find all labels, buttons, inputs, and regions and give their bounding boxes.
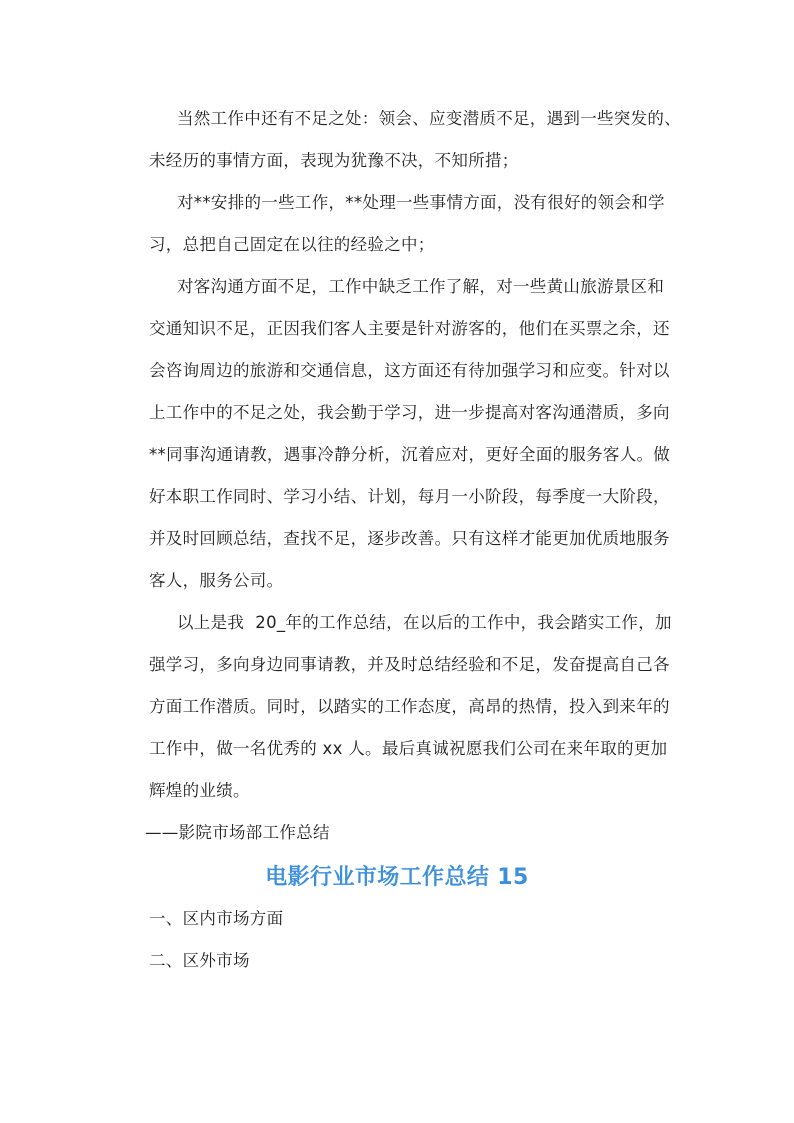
paragraph-summary	[121, 602, 673, 812]
paragraph-shortcomings	[121, 98, 681, 182]
text-line: 并及时回顾总结，查找不足，逐步改善。只有这样才能更加优质地服务	[149, 529, 670, 548]
text-line: 好本职工作同时、学习小结、计划，每月一小阶段，每季度一大阶段，	[149, 487, 670, 506]
list-item-text: 一、区内市场方面	[149, 909, 284, 928]
signature-text: ——影院市场部工作总结	[145, 823, 330, 842]
text-line: 上工作中的不足之处，我会勤于学习，进一步提高对客沟通潜质，多向	[149, 403, 670, 422]
text-line: 以上是我 20_年的工作总结，在以后的工作中，我会踏实工作，加	[177, 613, 672, 632]
text-line: 工作中，做一名优秀的 xx 人。最后真诚祝愿我们公司在来年取的更加	[149, 739, 668, 758]
text-line: 方面工作潜质。同时，以踏实的工作态度，高昂的热情，投入到来年的	[149, 697, 670, 716]
text-line: 习，总把自己固定在以往的经验之中；	[149, 235, 435, 254]
text-line: 强学习，多向身边同事请教，并及时总结经验和不足，发奋提高自己各	[149, 655, 670, 674]
text-line: 会咨询周边的旅游和交通信息，这方面还有待加强学习和应变。针对以	[149, 361, 670, 380]
list-item-district-market	[121, 898, 673, 940]
text-line: 当然工作中还有不足之处：领会、应变潜质不足，遇到一些突发的、	[177, 109, 681, 128]
text-line: 对客沟通方面不足，工作中缺乏工作了解，对一些黄山旅游景区和	[177, 277, 665, 296]
text-line: 交通知识不足，正因我们客人主要是针对游客的，他们在买票之余，还	[149, 319, 670, 338]
paragraph-communication	[121, 266, 673, 602]
list-item-text: 二、区外市场	[149, 951, 250, 970]
paragraph-arrangements	[121, 182, 673, 266]
text-line: 辉煌的业绩。	[149, 781, 250, 800]
text-line: 客人，服务公司。	[149, 571, 284, 590]
text-line: 未经历的事情方面，表现为犹豫不决，不知所措；	[149, 151, 519, 170]
list-item-outside-market	[121, 940, 673, 982]
section-title: 电影行业市场工作总结 15	[265, 865, 529, 890]
text-line: 对**安排的一些工作，**处理一些事情方面，没有很好的领会和学	[177, 193, 665, 212]
signature-line	[121, 812, 673, 854]
text-line: **同事沟通请教，遇事冷静分析，沉着应对，更好全面的服务客人。做	[149, 445, 671, 464]
document-page	[121, 98, 681, 982]
